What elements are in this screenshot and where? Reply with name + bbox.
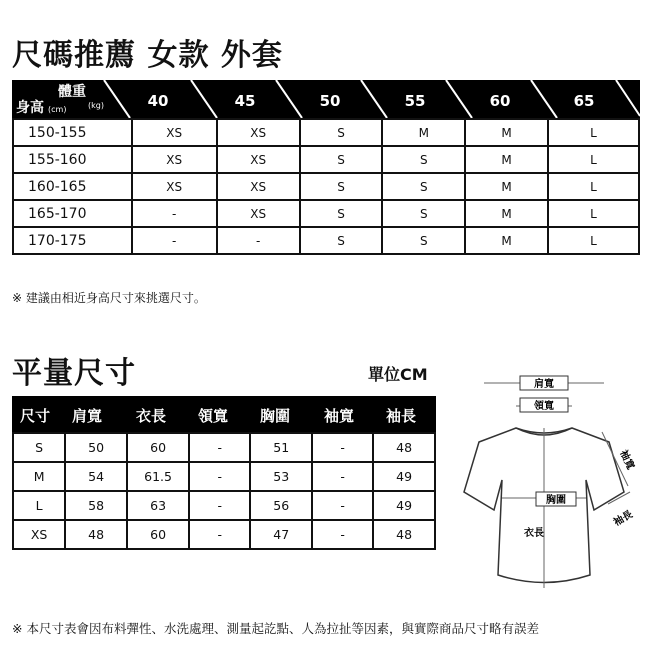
height-note: ※ 建議由相近身高尺寸來挑選尺寸。	[12, 291, 206, 305]
size-table-header	[12, 80, 640, 118]
flat-cell: L	[13, 491, 65, 520]
height-unit: (cm)	[48, 105, 67, 114]
flat-cell: 53	[250, 462, 312, 491]
size-cell: XS	[132, 146, 217, 173]
size-recommendation-title: 尺碼推薦 女款 外套	[12, 38, 283, 73]
size-cell: XS	[132, 173, 217, 200]
size-cell: -	[132, 227, 217, 254]
flat-cell: 47	[250, 520, 312, 549]
table-row	[13, 227, 639, 254]
height-range: 160-165	[13, 173, 132, 200]
garment-diagram	[444, 370, 644, 600]
size-cell: XS	[217, 146, 300, 173]
size-cell: XS	[217, 173, 300, 200]
size-cell: S	[300, 119, 383, 146]
flat-header-cell: 尺寸	[20, 407, 51, 425]
flat-header-cell: 領寬	[198, 407, 229, 425]
table-row	[13, 433, 435, 462]
height-range: 150-155	[13, 119, 132, 146]
flat-header-cell: 衣長	[136, 407, 167, 425]
size-cell: L	[548, 227, 639, 254]
flat-cell: -	[312, 433, 373, 462]
table-row	[13, 146, 639, 173]
flat-cell: -	[312, 491, 373, 520]
diagram-length: 衣長	[524, 528, 544, 539]
table-row	[13, 462, 435, 491]
size-cell: S	[382, 227, 465, 254]
flat-cell: -	[189, 491, 250, 520]
flat-cell: 60	[127, 433, 189, 462]
flat-cell: 54	[65, 462, 127, 491]
size-cell: S	[382, 173, 465, 200]
flat-cell: -	[312, 462, 373, 491]
size-cell: M	[465, 173, 548, 200]
weight-55: 55	[404, 92, 426, 110]
size-cell: -	[217, 227, 300, 254]
size-cell: L	[548, 146, 639, 173]
size-cell: L	[548, 200, 639, 227]
flat-cell: 51	[250, 433, 312, 462]
size-cell: S	[300, 200, 383, 227]
measurement-disclaimer: ※ 本尺寸表會因布料彈性、水洗處理、測量起訖點、人為拉扯等因素，與實際商品尺寸略有誤差	[12, 621, 539, 636]
flat-header-cell: 袖寬	[324, 407, 355, 425]
flat-cell: -	[189, 462, 250, 491]
flat-cell: 58	[65, 491, 127, 520]
size-cell: S	[300, 227, 383, 254]
diagram-shoulder: 肩寬	[534, 379, 554, 390]
flat-cell: 48	[373, 433, 435, 462]
size-cell: S	[300, 146, 383, 173]
size-cell: XS	[217, 200, 300, 227]
flat-cell: 49	[373, 462, 435, 491]
height-range: 165-170	[13, 200, 132, 227]
flat-cell: 48	[65, 520, 127, 549]
table-row	[13, 119, 639, 146]
weight-unit: (kg)	[88, 101, 104, 110]
size-cell: S	[382, 200, 465, 227]
size-cell: M	[465, 146, 548, 173]
flat-cell: S	[13, 433, 65, 462]
size-cell: L	[548, 119, 639, 146]
flat-table	[12, 432, 436, 550]
height-range: 170-175	[13, 227, 132, 254]
size-cell: S	[300, 173, 383, 200]
diagram-sleeve-top: 袖寬	[617, 448, 636, 472]
weight-label: 體重	[58, 84, 86, 100]
size-cell: XS	[217, 119, 300, 146]
flat-cell: 56	[250, 491, 312, 520]
diagram-collar: 領寬	[534, 401, 554, 412]
flat-header-cell: 袖長	[386, 407, 417, 425]
flat-cell: 63	[127, 491, 189, 520]
height-range: 155-160	[13, 146, 132, 173]
table-row	[13, 520, 435, 549]
table-row	[13, 200, 639, 227]
height-label: 身高	[16, 100, 44, 116]
size-cell: -	[132, 200, 217, 227]
weight-45: 45	[234, 92, 256, 110]
flat-header-cell: 胸圍	[260, 407, 291, 425]
flat-cell: -	[189, 520, 250, 549]
flat-table-header	[12, 396, 436, 432]
diagram-sleeve-len: 袖長	[612, 509, 635, 529]
weight-50: 50	[319, 92, 341, 110]
weight-60: 60	[489, 92, 511, 110]
weight-65: 65	[573, 92, 595, 110]
flat-cell: M	[13, 462, 65, 491]
table-row	[13, 491, 435, 520]
flat-cell: -	[189, 433, 250, 462]
flat-cell: 48	[373, 520, 435, 549]
size-cell: M	[465, 200, 548, 227]
flat-cell: 49	[373, 491, 435, 520]
size-cell: XS	[132, 119, 217, 146]
flat-header-cell: 肩寬	[72, 407, 103, 425]
flat-cell: 60	[127, 520, 189, 549]
unit-label: 單位CM	[368, 365, 428, 384]
flat-cell: 50	[65, 433, 127, 462]
flat-cell: 61.5	[127, 462, 189, 491]
size-cell: M	[465, 227, 548, 254]
size-cell: S	[382, 146, 465, 173]
flat-cell: XS	[13, 520, 65, 549]
weight-40: 40	[147, 92, 169, 110]
size-cell: L	[548, 173, 639, 200]
size-cell: M	[382, 119, 465, 146]
size-cell: M	[465, 119, 548, 146]
size-table	[12, 118, 640, 255]
flat-cell: -	[312, 520, 373, 549]
flat-measure-title: 平量尺寸	[12, 356, 136, 391]
table-row	[13, 173, 639, 200]
diagram-chest: 胸圍	[546, 495, 566, 506]
